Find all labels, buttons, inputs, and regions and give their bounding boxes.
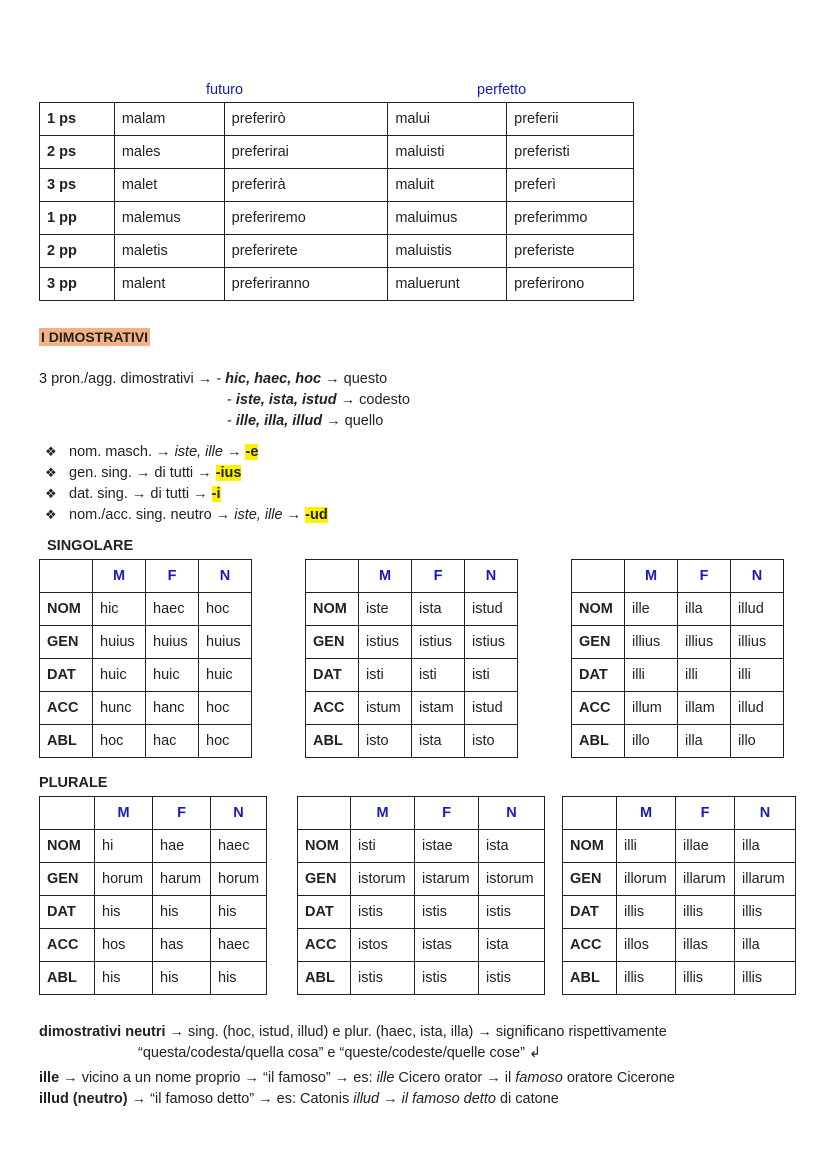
declension-cell: his [95, 896, 153, 929]
declension-cell: hae [153, 830, 211, 863]
declension-cell: hoc [199, 593, 252, 626]
declension-cell: illis [735, 896, 796, 929]
declension-cell: hi [95, 830, 153, 863]
declension-cell: huic [199, 659, 252, 692]
declension-cell: isto [465, 725, 518, 758]
intro-item-ille: - ille, illa, illud → quello [227, 413, 384, 429]
table-row [298, 830, 545, 863]
table-row [40, 593, 252, 626]
table-row [40, 268, 634, 301]
table-row [40, 626, 252, 659]
diamond-bullet-icon: ❖ [45, 507, 57, 522]
case-label: GEN [40, 626, 93, 659]
case-label: ABL [40, 962, 95, 995]
note-neutri-line2: “questa/codesta/quella cosa” e “queste/codeste/quelle cose” ↲ [138, 1045, 542, 1061]
declension-cell: illi [625, 659, 678, 692]
header-row [306, 560, 518, 593]
verb-form-cell: preferirai [224, 136, 388, 169]
declension-cell: illud [731, 692, 784, 725]
declension-cell: haec [211, 830, 267, 863]
header-row [298, 797, 545, 830]
gender-header: N [479, 797, 545, 830]
table-row [563, 830, 796, 863]
declension-cell: illorum [617, 863, 676, 896]
declension-cell: haec [146, 593, 199, 626]
declension-cell: isto [359, 725, 412, 758]
gender-header: N [731, 560, 784, 593]
person-label: 1 pp [40, 202, 115, 235]
declension-cell: istam [412, 692, 465, 725]
declension-cell: iste [359, 593, 412, 626]
case-label: ABL [306, 725, 359, 758]
declension-cell: istius [412, 626, 465, 659]
verb-form-cell: maluit [388, 169, 507, 202]
declension-cell: hoc [93, 725, 146, 758]
case-label: ACC [40, 692, 93, 725]
declension-cell: istud [465, 692, 518, 725]
verb-form-cell: maluimus [388, 202, 507, 235]
gender-header: F [146, 560, 199, 593]
declension-cell: istorum [479, 863, 545, 896]
gender-header: N [735, 797, 796, 830]
table-row [40, 929, 267, 962]
intro-item-iste: - iste, ista, istud → codesto [227, 392, 410, 408]
verb-form-cell: malet [114, 169, 224, 202]
declension-cell: illo [731, 725, 784, 758]
declension-cell: illam [678, 692, 731, 725]
declension-cell: istis [479, 962, 545, 995]
note-neutri: dimostrativi neutri → sing. (hoc, istud, illud) e plur. (haec, ista, illa) → significano rispettivamente [39, 1024, 667, 1040]
table-row [572, 626, 784, 659]
case-label: ABL [563, 962, 617, 995]
declension-cell: istae [415, 830, 479, 863]
person-label: 3 ps [40, 169, 115, 202]
table-row [306, 692, 518, 725]
table-row [298, 896, 545, 929]
declension-cell: horum [95, 863, 153, 896]
header-row [563, 797, 796, 830]
case-label: GEN [572, 626, 625, 659]
gender-header: F [678, 560, 731, 593]
case-label: DAT [572, 659, 625, 692]
declension-cell: illis [617, 896, 676, 929]
corner-cell [40, 797, 95, 830]
verb-form-cell: malemus [114, 202, 224, 235]
declension-cell: illius [731, 626, 784, 659]
verb-form-cell: malam [114, 103, 224, 136]
table-row [40, 202, 634, 235]
case-label: ACC [298, 929, 351, 962]
table-row [40, 659, 252, 692]
gender-header: F [412, 560, 465, 593]
gender-header: F [676, 797, 735, 830]
declension-cell: hos [95, 929, 153, 962]
case-label: ABL [298, 962, 351, 995]
table-row [40, 103, 634, 136]
declension-cell: illis [735, 962, 796, 995]
verb-form-cell: maletis [114, 235, 224, 268]
table-row [563, 929, 796, 962]
case-label: DAT [306, 659, 359, 692]
header-row [572, 560, 784, 593]
declension-cell: huius [93, 626, 146, 659]
case-label: GEN [306, 626, 359, 659]
declension-cell: illo [625, 725, 678, 758]
header-row [40, 560, 252, 593]
singolare-hic-table [39, 559, 252, 758]
declension-cell: isti [465, 659, 518, 692]
declension-cell: istis [351, 962, 415, 995]
declension-cell: isti [412, 659, 465, 692]
declension-cell: istum [359, 692, 412, 725]
verb-form-cell: maluisti [388, 136, 507, 169]
declension-cell: ille [625, 593, 678, 626]
declension-cell: illis [676, 896, 735, 929]
plurale-iste-table [297, 796, 545, 995]
table-row [563, 962, 796, 995]
table-row [298, 863, 545, 896]
declension-cell: hoc [199, 692, 252, 725]
person-label: 2 pp [40, 235, 115, 268]
verb-form-cell: males [114, 136, 224, 169]
table-row [306, 626, 518, 659]
case-label: GEN [563, 863, 617, 896]
futuro-header: futuro [206, 82, 244, 98]
table-row [572, 659, 784, 692]
declension-cell: istarum [415, 863, 479, 896]
table-row [40, 962, 267, 995]
declension-cell: huic [93, 659, 146, 692]
declension-cell: horum [211, 863, 267, 896]
table-row [40, 863, 267, 896]
verb-form-cell: preferì [507, 169, 634, 202]
table-row [40, 692, 252, 725]
verb-form-cell: preferirà [224, 169, 388, 202]
diamond-bullet-icon: ❖ [45, 486, 57, 501]
case-label: NOM [563, 830, 617, 863]
gender-header: N [211, 797, 267, 830]
case-label: DAT [563, 896, 617, 929]
header-row [40, 797, 267, 830]
verb-form-cell: maluistis [388, 235, 507, 268]
declension-cell: ista [479, 830, 545, 863]
table-row [563, 863, 796, 896]
declension-cell: hunc [93, 692, 146, 725]
bullet-gen-sing: ❖ gen. sing. → di tutti → -ius [45, 465, 242, 481]
case-label: ABL [40, 725, 93, 758]
case-label: NOM [572, 593, 625, 626]
note-ille: ille → vicino a un nome proprio → “il famoso” → es: ille Cicero orator → il famoso oratore Cicerone [39, 1070, 675, 1086]
bullet-nom-masch: ❖ nom. masch. → iste, ille → -e [45, 444, 259, 460]
person-label: 1 ps [40, 103, 115, 136]
declension-cell: huic [146, 659, 199, 692]
verb-form-cell: preferirete [224, 235, 388, 268]
declension-cell: hanc [146, 692, 199, 725]
diamond-bullet-icon: ❖ [45, 444, 57, 459]
declension-cell: illi [678, 659, 731, 692]
declension-cell: illa [735, 830, 796, 863]
case-label: NOM [306, 593, 359, 626]
declension-cell: illum [625, 692, 678, 725]
table-row [306, 593, 518, 626]
declension-cell: istis [415, 896, 479, 929]
declension-cell: ista [412, 725, 465, 758]
gender-header: M [625, 560, 678, 593]
corner-cell [298, 797, 351, 830]
verb-form-cell: preferimmo [507, 202, 634, 235]
declension-cell: illa [678, 593, 731, 626]
table-row [306, 659, 518, 692]
declension-cell: istius [359, 626, 412, 659]
declension-cell: has [153, 929, 211, 962]
table-row [40, 136, 634, 169]
case-label: GEN [298, 863, 351, 896]
verb-form-cell: preferirò [224, 103, 388, 136]
declension-cell: illis [617, 962, 676, 995]
declension-cell: ista [412, 593, 465, 626]
intro-lead: 3 pron./agg. dimostrativi → - hic, haec, hoc → questo [39, 371, 388, 387]
table-row [298, 929, 545, 962]
table-row [306, 725, 518, 758]
case-label: ACC [40, 929, 95, 962]
corner-cell [306, 560, 359, 593]
declension-cell: his [211, 896, 267, 929]
table-row [40, 235, 634, 268]
declension-cell: his [211, 962, 267, 995]
case-label: ACC [306, 692, 359, 725]
table-row [40, 169, 634, 202]
declension-cell: istis [415, 962, 479, 995]
declension-cell: hac [146, 725, 199, 758]
plurale-ille-table [562, 796, 796, 995]
declension-cell: istius [465, 626, 518, 659]
verb-form-cell: malent [114, 268, 224, 301]
plurale-label: PLURALE [39, 775, 108, 791]
gender-header: M [351, 797, 415, 830]
table-row [572, 593, 784, 626]
verb-form-cell: preferiranno [224, 268, 388, 301]
declension-cell: illa [678, 725, 731, 758]
declension-cell: illarum [735, 863, 796, 896]
case-label: DAT [40, 659, 93, 692]
gender-header: N [465, 560, 518, 593]
declension-cell: illa [735, 929, 796, 962]
diamond-bullet-icon: ❖ [45, 465, 57, 480]
verb-form-cell: preferirono [507, 268, 634, 301]
declension-cell: isti [351, 830, 415, 863]
declension-cell: istud [465, 593, 518, 626]
gender-header: M [95, 797, 153, 830]
gender-header: M [359, 560, 412, 593]
plurale-hic-table [39, 796, 267, 995]
declension-cell: illi [617, 830, 676, 863]
declension-cell: illas [676, 929, 735, 962]
declension-cell: ista [479, 929, 545, 962]
table-row [298, 962, 545, 995]
gender-header: N [199, 560, 252, 593]
declension-cell: illius [625, 626, 678, 659]
corner-cell [572, 560, 625, 593]
table-row [572, 692, 784, 725]
verb-form-cell: malui [388, 103, 507, 136]
declension-cell: his [95, 962, 153, 995]
declension-cell: illae [676, 830, 735, 863]
declension-cell: harum [153, 863, 211, 896]
note-illud: illud (neutro) → “il famoso detto” → es: Catonis illud → il famoso detto di catone [39, 1091, 559, 1107]
person-label: 2 ps [40, 136, 115, 169]
declension-cell: isti [359, 659, 412, 692]
table-row [40, 830, 267, 863]
gender-header: M [93, 560, 146, 593]
declension-cell: illos [617, 929, 676, 962]
declension-cell: illarum [676, 863, 735, 896]
singolare-label: SINGOLARE [47, 538, 134, 554]
declension-cell: his [153, 896, 211, 929]
declension-cell: istis [479, 896, 545, 929]
case-label: ABL [572, 725, 625, 758]
bullet-dat-sing: ❖ dat. sing. → di tutti → -i [45, 486, 221, 502]
declension-cell: istos [351, 929, 415, 962]
verb-form-cell: maluerunt [388, 268, 507, 301]
corner-cell [563, 797, 617, 830]
bullet-nom-acc-neutro: ❖ nom./acc. sing. neutro → iste, ille → -ud [45, 507, 328, 523]
section-title: I DIMOSTRATIVI [41, 329, 149, 345]
verb-form-cell: preferiste [507, 235, 634, 268]
case-label: ACC [572, 692, 625, 725]
gender-header: F [153, 797, 211, 830]
corner-cell [40, 560, 93, 593]
declension-cell: istas [415, 929, 479, 962]
declension-cell: istis [351, 896, 415, 929]
table-row [40, 725, 252, 758]
verb-conjugation-table [39, 102, 634, 301]
case-label: GEN [40, 863, 95, 896]
case-label: NOM [40, 593, 93, 626]
case-label: DAT [298, 896, 351, 929]
declension-cell: illius [678, 626, 731, 659]
declension-cell: haec [211, 929, 267, 962]
table-row [40, 896, 267, 929]
singolare-iste-table [305, 559, 518, 758]
perfetto-header: perfetto [477, 82, 527, 98]
case-label: ACC [563, 929, 617, 962]
table-row [572, 725, 784, 758]
declension-cell: his [153, 962, 211, 995]
declension-cell: huius [146, 626, 199, 659]
declension-cell: illis [676, 962, 735, 995]
case-label: NOM [40, 830, 95, 863]
table-row [563, 896, 796, 929]
verb-form-cell: preferii [507, 103, 634, 136]
declension-cell: illud [731, 593, 784, 626]
singolare-ille-table [571, 559, 784, 758]
case-label: NOM [298, 830, 351, 863]
declension-cell: illi [731, 659, 784, 692]
person-label: 3 pp [40, 268, 115, 301]
declension-cell: huius [199, 626, 252, 659]
verb-form-cell: preferiremo [224, 202, 388, 235]
gender-header: M [617, 797, 676, 830]
verb-form-cell: preferisti [507, 136, 634, 169]
declension-cell: hoc [199, 725, 252, 758]
declension-cell: hic [93, 593, 146, 626]
declension-cell: istorum [351, 863, 415, 896]
gender-header: F [415, 797, 479, 830]
case-label: DAT [40, 896, 95, 929]
